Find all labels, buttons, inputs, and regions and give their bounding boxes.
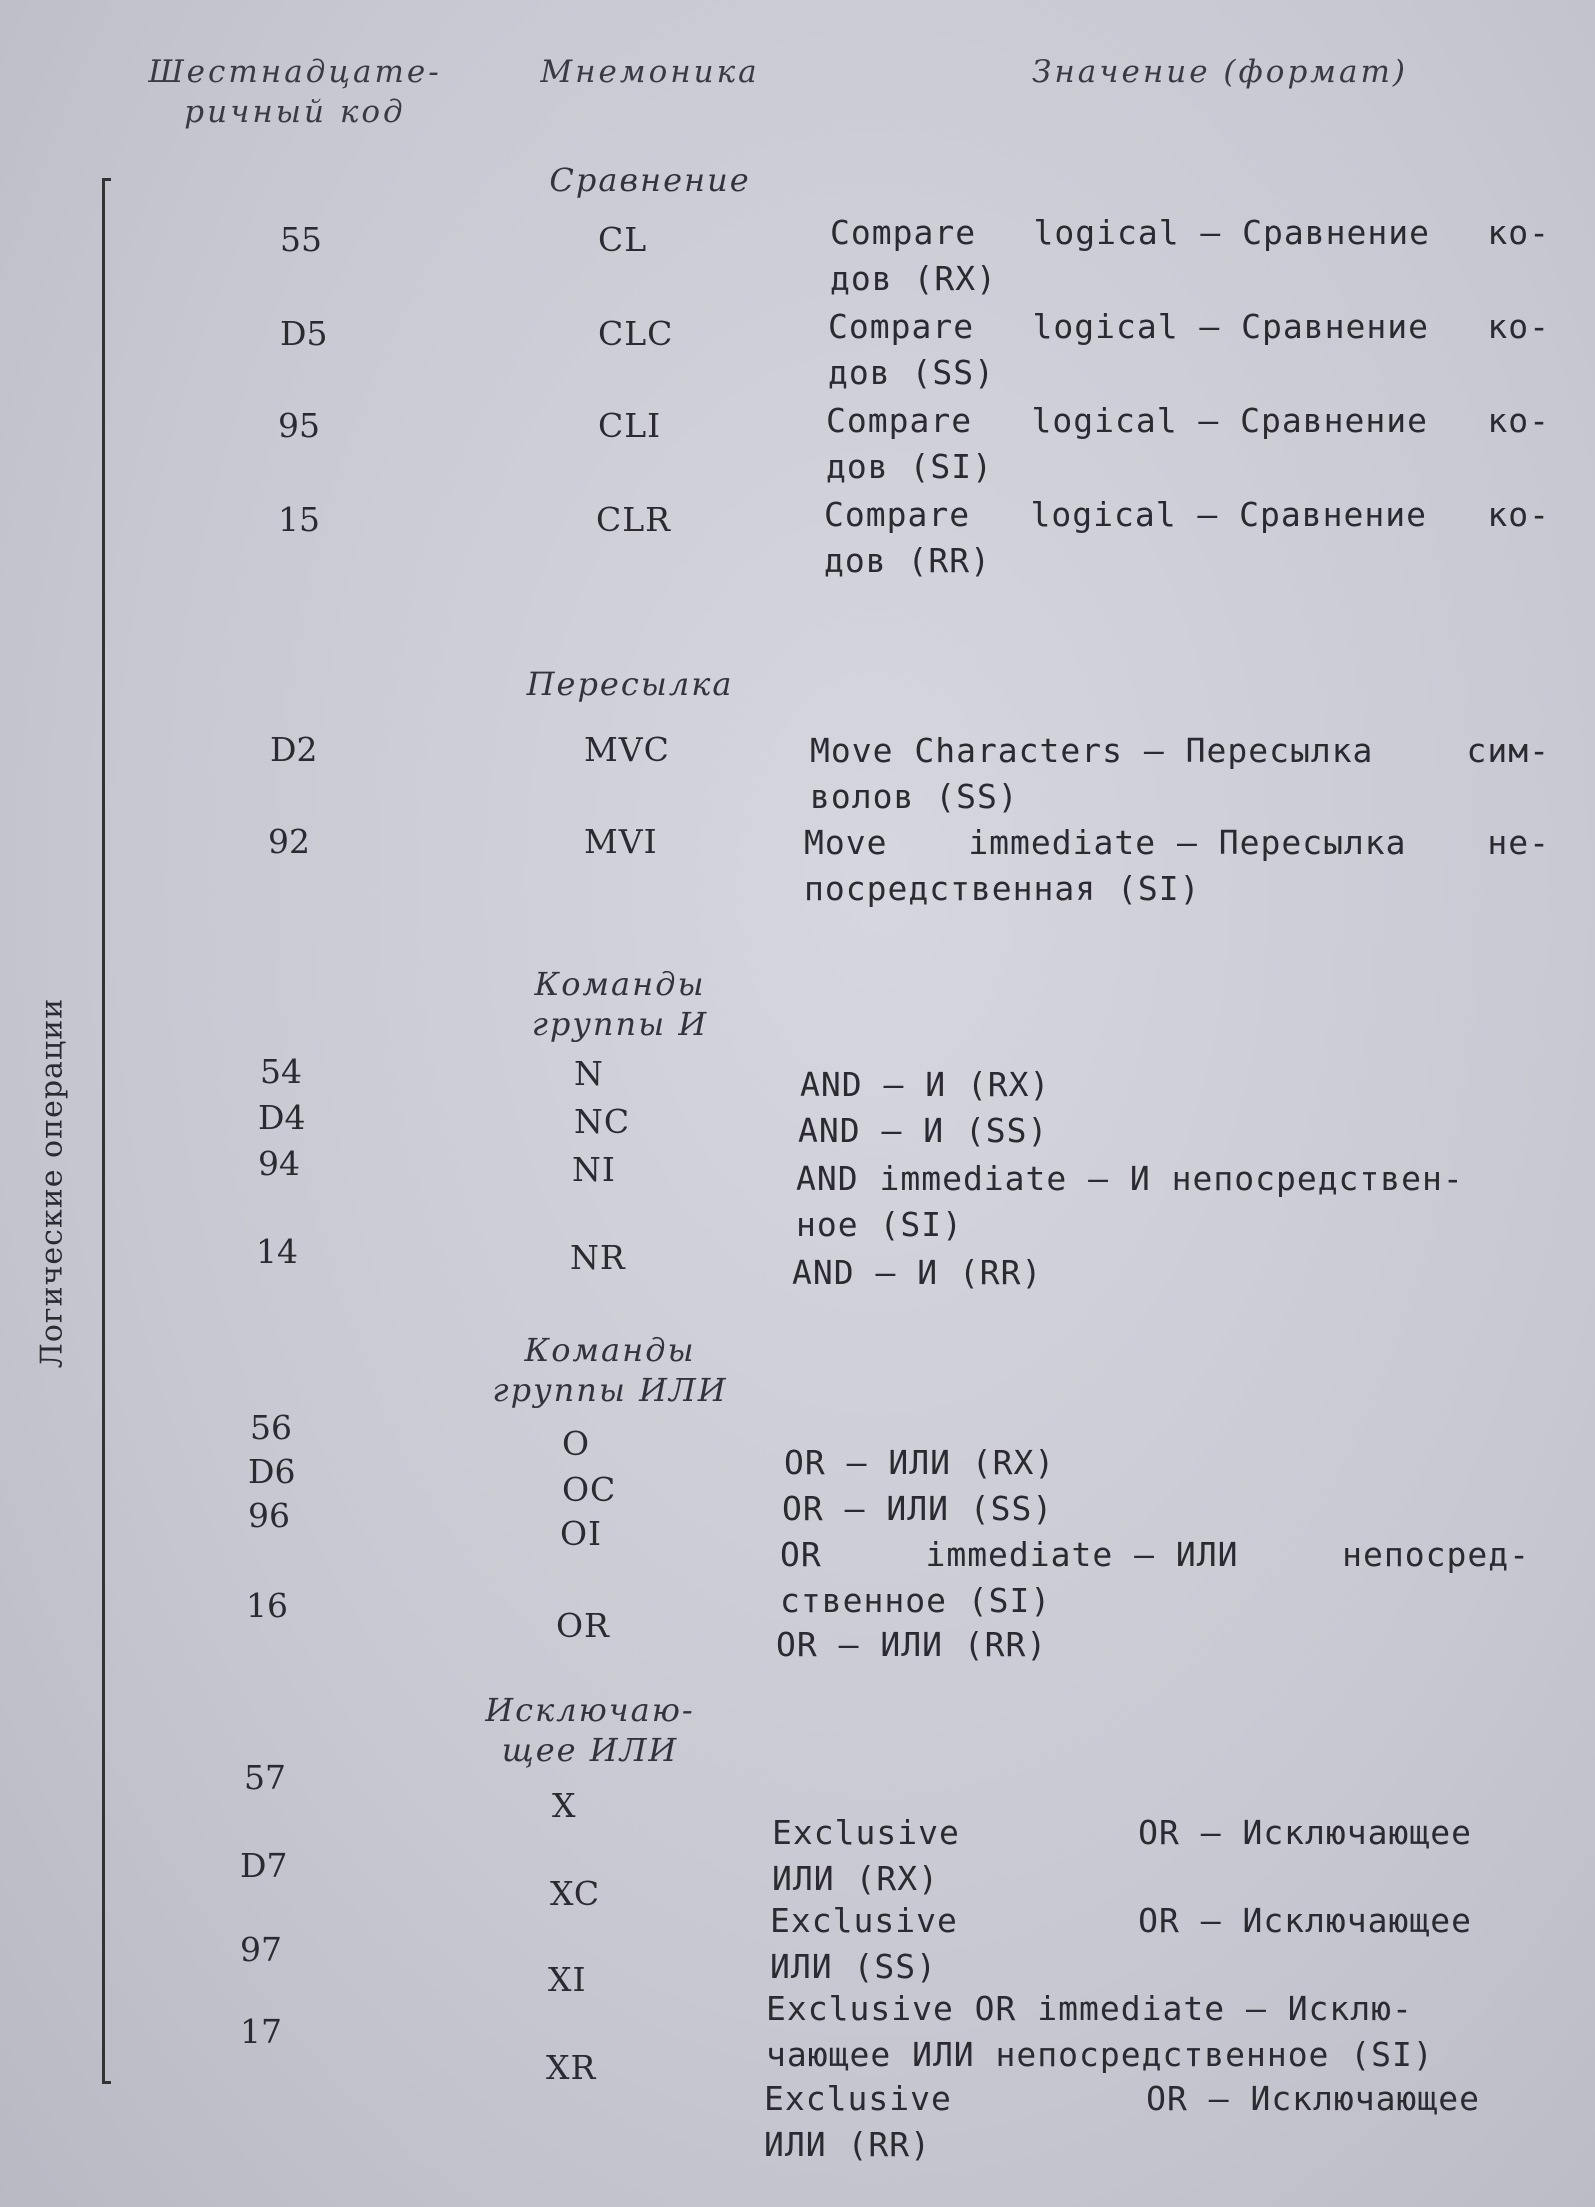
mnemonic: XI: [548, 1960, 587, 1999]
section-title-line: Команды: [524, 1331, 696, 1369]
hex-code: 57: [244, 1758, 286, 1797]
description: [824, 492, 1550, 584]
description-line1: [784, 1440, 1550, 1486]
desc-part: logical — Сравнение: [1030, 495, 1427, 534]
description-line2: ИЛИ (RX): [772, 1859, 939, 1898]
description: [800, 1062, 1550, 1108]
mnemonic: MVI: [584, 822, 658, 861]
description-line1: [776, 1622, 1550, 1668]
description: [770, 1898, 1472, 1990]
desc-part: logical — Сравнение: [1031, 401, 1428, 440]
description-line2: дов (SS): [828, 353, 995, 392]
mnemonic: CLC: [598, 314, 674, 353]
desc-part: Compare: [824, 495, 971, 534]
description: [766, 1986, 1550, 2078]
description-line1: [824, 492, 1550, 538]
desc-part: OR — ИЛИ (RX): [784, 1443, 1056, 1482]
desc-part: сим-: [1466, 731, 1550, 770]
desc-part: OR — ИЛИ (RR): [776, 1625, 1048, 1664]
description-line2: ное (SI): [796, 1205, 963, 1244]
section-title: [470, 1330, 750, 1410]
desc-part: AND — И (SS): [798, 1111, 1049, 1150]
mnemonic: X: [552, 1786, 577, 1825]
mnemonic: N: [574, 1054, 604, 1093]
description: [784, 1440, 1550, 1486]
hex-code: 54: [260, 1052, 302, 1091]
description: [804, 820, 1550, 912]
hex-code: D5: [280, 314, 328, 353]
description-line2: дов (RR): [824, 541, 991, 580]
hex-code: D6: [248, 1452, 296, 1491]
hex-code: D2: [270, 730, 318, 769]
description-line1: [798, 1108, 1550, 1154]
desc-part: logical — Сравнение: [1032, 307, 1429, 346]
desc-part: Exclusive: [770, 1901, 958, 1940]
description-line1: [782, 1486, 1550, 1532]
mnemonic: OC: [562, 1470, 617, 1509]
hex-code: D4: [258, 1098, 306, 1137]
hex-code: 96: [248, 1496, 290, 1535]
mnemonic: XC: [550, 1874, 601, 1913]
description: [798, 1108, 1550, 1154]
desc-part: не-: [1487, 823, 1550, 862]
description: [776, 1622, 1550, 1668]
desc-part: AND — И (RR): [792, 1253, 1043, 1292]
desc-part: Move: [804, 823, 888, 862]
description-line1: [772, 1810, 1472, 1856]
section-title: [480, 664, 780, 704]
desc-part: OR — ИЛИ (SS): [782, 1489, 1054, 1528]
desc-part: OR — Исключающее: [1138, 1813, 1472, 1852]
desc-part: OR — Исключающее: [1138, 1901, 1472, 1940]
description: [810, 728, 1550, 820]
mnemonic: NI: [572, 1150, 616, 1189]
header-code: [130, 52, 460, 132]
hex-code: 15: [278, 500, 320, 539]
desc-part: Exclusive: [764, 2079, 952, 2118]
description-line2: посредственная (SI): [804, 869, 1201, 908]
description-line2: ИЛИ (RR): [764, 2125, 931, 2164]
description: [826, 398, 1550, 490]
description-line1: [800, 1062, 1550, 1108]
header-code-line2: ричный код: [184, 94, 406, 130]
section-title-line: щее ИЛИ: [501, 1731, 679, 1769]
description-line2: дов (SI): [826, 447, 993, 486]
description-line1: [764, 2076, 1480, 2122]
hex-code: 94: [258, 1144, 300, 1183]
desc-part: Exclusive: [772, 1813, 960, 1852]
description-line1: [826, 398, 1550, 444]
description-line1: [792, 1250, 1550, 1296]
description: [782, 1486, 1550, 1532]
group-bracket: [102, 178, 111, 2084]
section-title: [500, 160, 800, 200]
desc-part: immediate — ИЛИ: [925, 1535, 1239, 1574]
hex-code: 92: [268, 822, 310, 861]
mnemonic: MVC: [584, 730, 670, 769]
mnemonic: CLR: [596, 500, 672, 539]
header-code-line1: Шестнадцате-: [148, 54, 442, 90]
section-title: [460, 1690, 720, 1770]
desc-part: immediate — Пересылка: [968, 823, 1407, 862]
description-line1: [828, 304, 1550, 350]
mnemonic: OR: [556, 1606, 610, 1645]
hex-code: 97: [240, 1930, 282, 1969]
description-line2: дов (RX): [830, 259, 997, 298]
section-title-line: Исключаю-: [485, 1691, 695, 1729]
side-label: Логические операции: [34, 997, 70, 1369]
section-title-line: Команды: [534, 965, 706, 1003]
description-line1: [766, 1986, 1550, 2032]
header-meaning: Значение (формат): [1032, 54, 1408, 90]
mnemonic: NR: [570, 1238, 626, 1277]
description-line1: [804, 820, 1550, 866]
hex-code: 95: [278, 406, 320, 445]
desc-part: ко-: [1487, 401, 1550, 440]
description-line1: [770, 1898, 1472, 1944]
desc-part: ко-: [1487, 307, 1550, 346]
section-title-line: группы ИЛИ: [492, 1371, 728, 1409]
description-line2: волов (SS): [810, 777, 1019, 816]
section-title-line: Пересылка: [526, 665, 734, 703]
desc-part: AND immediate — И непосредствен-: [796, 1159, 1464, 1198]
desc-part: AND — И (RX): [800, 1065, 1051, 1104]
section-title-line: группы И: [531, 1005, 709, 1043]
description: [830, 210, 1550, 302]
desc-part: Exclusive OR immediate — Исклю-: [766, 1989, 1413, 2028]
desc-part: logical — Сравнение: [1033, 213, 1430, 252]
hex-code: 55: [280, 220, 322, 259]
hex-code: 17: [240, 2012, 282, 2051]
description-line1: [796, 1156, 1550, 1202]
description: [828, 304, 1550, 396]
description: [780, 1532, 1530, 1624]
desc-part: OR — Исключающее: [1146, 2079, 1480, 2118]
description-line1: [780, 1532, 1530, 1578]
desc-part: Compare: [828, 307, 975, 346]
description-line2: чающее ИЛИ непосредственное (SI): [766, 2035, 1434, 2074]
desc-part: ко-: [1487, 495, 1550, 534]
hex-code: 14: [256, 1232, 298, 1271]
mnemonic: CLI: [598, 406, 662, 445]
desc-part: Compare: [830, 213, 977, 252]
desc-part: Move Characters — Пересылка: [810, 731, 1374, 770]
hex-code: 56: [250, 1408, 292, 1447]
description: [772, 1810, 1472, 1902]
description: [764, 2076, 1480, 2168]
mnemonic: NC: [574, 1102, 631, 1141]
header-mnemonic: Мнемоника: [540, 54, 760, 90]
desc-part: Compare: [826, 401, 973, 440]
desc-part: OR: [780, 1535, 822, 1574]
desc-part: ко-: [1487, 213, 1550, 252]
description-line2: ственное (SI): [780, 1581, 1052, 1620]
hex-code: D7: [240, 1846, 288, 1885]
desc-part: непосред-: [1342, 1535, 1530, 1574]
mnemonic: XR: [546, 2048, 597, 2087]
mnemonic: O: [562, 1424, 591, 1463]
mnemonic: CL: [598, 220, 648, 259]
description-line1: [830, 210, 1550, 256]
description-line1: [810, 728, 1550, 774]
description-line2: ИЛИ (SS): [770, 1947, 937, 1986]
section-title-line: Сравнение: [549, 161, 751, 199]
section-title: [490, 964, 750, 1044]
description: [792, 1250, 1550, 1296]
hex-code: 16: [246, 1586, 288, 1625]
description: [796, 1156, 1550, 1248]
mnemonic: OI: [560, 1514, 603, 1553]
